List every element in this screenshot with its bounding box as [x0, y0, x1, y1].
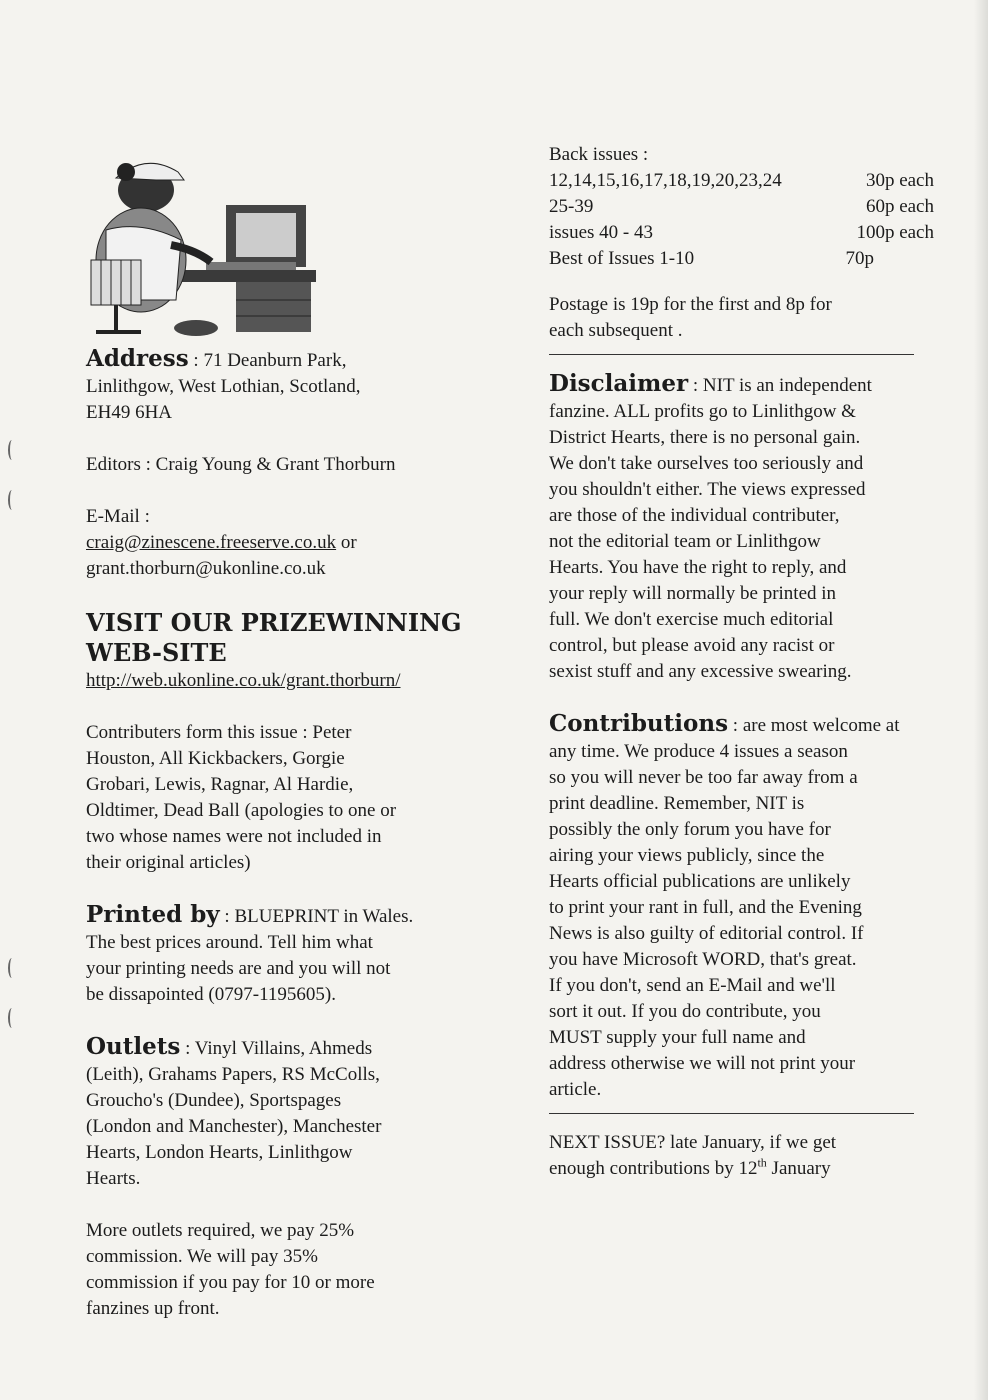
contributions-line: News is also guilty of editorial control. If — [549, 923, 864, 944]
web-url-link[interactable]: http://web.ukonline.co.uk/grant.thorburn/ — [86, 670, 401, 691]
postage-line: Postage is 19p for the first and 8p for — [549, 294, 832, 315]
contributions: Contributions : are most welcome at — [549, 710, 900, 737]
commission-line: fanzines up front. — [86, 1298, 220, 1319]
back-issues-row: 25-39 60p each — [549, 196, 934, 217]
contributors-line: Contributers form this issue : Peter — [86, 722, 352, 743]
disclaimer-line: full. We don't exercise much editorial — [549, 609, 834, 630]
printed-line: your printing needs are and you will not — [86, 958, 391, 979]
disclaimer-line: sexist stuff and any excessive swearing. — [549, 661, 852, 682]
contributions-line: article. — [549, 1079, 602, 1100]
disclaimer: Disclaimer : NIT is an independent — [549, 370, 872, 397]
contributors-line: Grobari, Lewis, Ragnar, Al Hardie, — [86, 774, 354, 795]
commission-line: More outlets required, we pay 25% — [86, 1220, 355, 1241]
email-link-craig[interactable]: craig@zinescene.freeserve.co.uk — [86, 532, 337, 553]
contributions-line: possibly the only forum you have for — [549, 819, 831, 840]
outlets-line: (London and Manchester), Manchester — [86, 1116, 382, 1137]
next-issue-line: enough contributions by 12th January — [549, 1155, 831, 1179]
web-heading-2: WEB-SITE — [86, 638, 227, 667]
printed-line: The best prices around. Tell him what — [86, 932, 373, 953]
contributors-line: two whose names were not included in — [86, 826, 382, 847]
address-postcode: EH49 6HA — [86, 402, 173, 423]
disclaimer-line: Hearts. You have the right to reply, and — [549, 557, 847, 578]
divider — [549, 354, 914, 355]
postage-line: each subsequent . — [549, 320, 683, 341]
contributions-line: print deadline. Remember, NIT is — [549, 793, 805, 814]
contributors-line: Oldtimer, Dead Ball (apologies to one or — [86, 800, 397, 821]
disclaimer-line: We don't take ourselves too seriously and — [549, 453, 864, 474]
address-line: Linlithgow, West Lothian, Scotland, — [86, 376, 361, 397]
contributions-line: sort it out. If you do contribute, you — [549, 1001, 821, 1022]
contributors-line: their original articles) — [86, 852, 251, 873]
contributions-line: address otherwise we will not print your — [549, 1053, 856, 1074]
contributions-line: Hearts official publications are unlikely — [549, 871, 851, 892]
left-column — [86, 150, 506, 1322]
next-issue-line: NEXT ISSUE? late January, if we get — [549, 1132, 837, 1153]
punch-hole-mark — [8, 1008, 16, 1028]
divider — [549, 1113, 914, 1114]
contributions-line: any time. We produce 4 issues a season — [549, 741, 848, 762]
printed-by: Printed by : BLUEPRINT in Wales. — [86, 901, 414, 928]
outlets: Outlets : Vinyl Villains, Ahmeds — [86, 1033, 373, 1060]
commission-line: commission. We will pay 35% — [86, 1246, 318, 1267]
contributions-line: MUST supply your full name and — [549, 1027, 806, 1048]
back-issues-row: 12,14,15,16,17,18,19,20,23,24 30p each — [549, 170, 934, 191]
outlets-line: Groucho's (Dundee), Sportspages — [86, 1090, 342, 1111]
contributions-line: so you will never be too far away from a — [549, 767, 858, 788]
disclaimer-line: your reply will normally be printed in — [549, 583, 837, 604]
outlets-line: Hearts. — [86, 1168, 141, 1189]
email-label: E-Mail : — [86, 506, 150, 527]
disclaimer-line: District Hearts, there is no personal gain. — [549, 427, 861, 448]
email-grant: grant.thorburn@ukonline.co.uk — [86, 558, 326, 579]
mascot-at-computer-illustration — [86, 150, 326, 340]
punch-hole-mark — [8, 490, 16, 510]
punch-hole-mark — [8, 958, 16, 978]
contributions-line: airing your views publicly, since the — [549, 845, 825, 866]
printed-line: be dissapointed (0797-1195605). — [86, 984, 336, 1005]
outlets-line: Hearts, London Hearts, Linlithgow — [86, 1142, 353, 1163]
address: Address : 71 Deanburn Park, — [86, 345, 347, 372]
disclaimer-line: you shouldn't either. The views expressed — [549, 479, 866, 500]
disclaimer-line: control, but please avoid any racist or — [549, 635, 835, 656]
commission-line: commission if you pay for 10 or more — [86, 1272, 375, 1293]
web-heading: VISIT OUR PRIZEWINNING — [86, 608, 462, 637]
back-issues-title: Back issues : — [549, 144, 649, 165]
contributors-line: Houston, All Kickbackers, Gorgie — [86, 748, 345, 769]
page-edge — [974, 0, 988, 1400]
contributions-line: to print your rant in full, and the Evening — [549, 897, 862, 918]
disclaimer-line: are those of the individual contributer, — [549, 505, 840, 526]
email-line: craig@zinescene.freeserve.co.uk or — [86, 532, 357, 553]
editors: Editors : Craig Young & Grant Thorburn — [86, 454, 396, 475]
back-issues-row: issues 40 - 43 100p each — [549, 222, 934, 243]
back-issues-row: Best of Issues 1-10 70p — [549, 248, 874, 269]
outlets-line: (Leith), Grahams Papers, RS McColls, — [86, 1064, 380, 1085]
contributions-line: you have Microsoft WORD, that's great. — [549, 949, 857, 970]
disclaimer-line: not the editorial team or Linlithgow — [549, 531, 821, 552]
right-column — [549, 142, 934, 1182]
punch-hole-mark — [8, 440, 16, 460]
contributions-line: If you don't, send an E-Mail and we'll — [549, 975, 836, 996]
disclaimer-line: fanzine. ALL profits go to Linlithgow & — [549, 401, 856, 422]
